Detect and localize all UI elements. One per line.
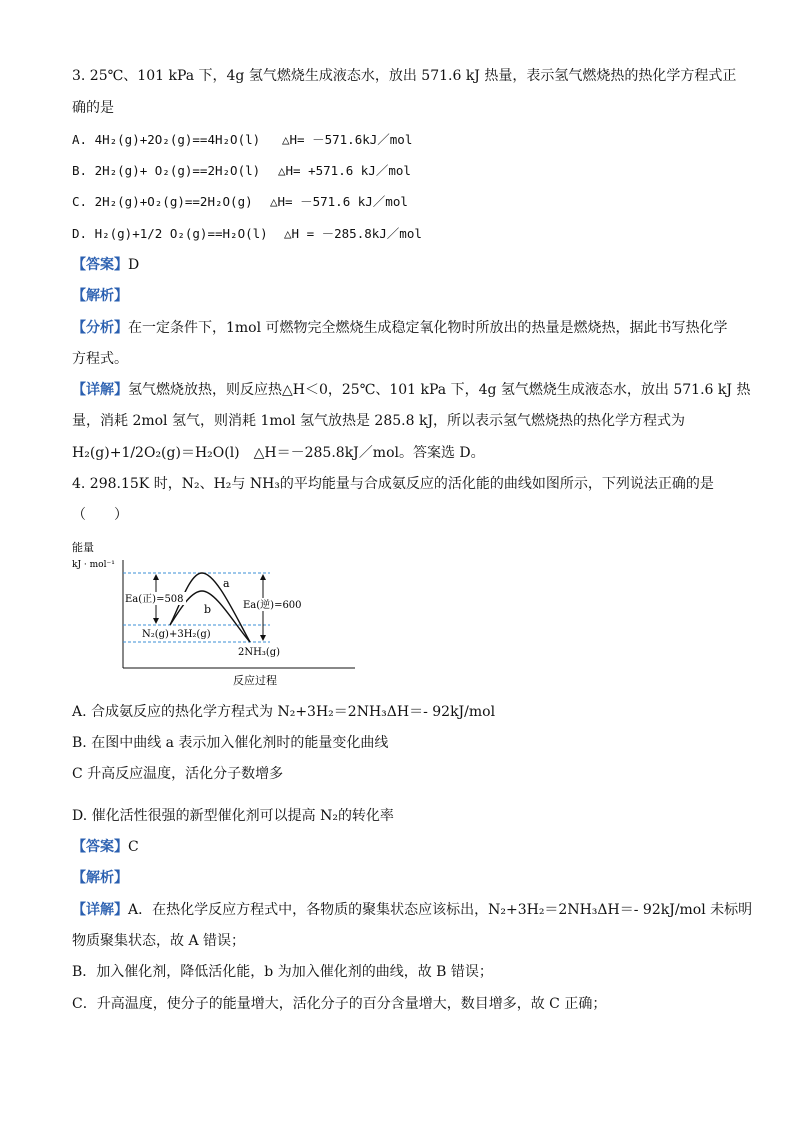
product-label: 2NH₃(g) xyxy=(238,647,281,658)
ea-forward-arrowhead-up xyxy=(153,574,159,580)
q3-fenxi-line-2: 方程式。 xyxy=(72,351,128,367)
q4-answer-tag: 【答案】 xyxy=(72,839,128,855)
q3-option-c-equation: C. 2H₂(g)+O₂(g)==2H₂O(g) xyxy=(72,194,253,209)
q3-analysis-heading xyxy=(72,286,128,306)
q4-xiangjie-line-2: 物质聚集状态，故 A 错误； xyxy=(72,933,246,949)
q3-option-a xyxy=(72,130,472,150)
q4-answer-value: C xyxy=(128,839,139,855)
q3-option-b-equation: B. 2H₂(g)+ O₂(g)==2H₂O(l) xyxy=(72,163,261,178)
q3-answer-tag: 【答案】 xyxy=(72,257,128,273)
ea-reverse-label: Ea(逆)=600 xyxy=(243,600,302,611)
q4-option-b: B. 在图中曲线 a 表示加入催化剂时的能量变化曲线 xyxy=(72,735,389,751)
q4-option-d: D. 催化活性很强的新型催化剂可以提高 N₂的转化率 xyxy=(72,808,394,824)
q4-xiangjie-line-4: C．升高温度，使分子的能量增大，活化分子的百分含量增大，数目增多，故 C 正确； xyxy=(72,996,607,1012)
curve-a-label: a xyxy=(223,577,230,590)
y-axis-label: 能量 xyxy=(72,541,94,554)
q4-analysis-tag: 【解析】 xyxy=(72,870,128,886)
q3-xiangjie-line-2: 量，消耗 2mol 氢气，则消耗 1mol 氢气放热是 285.8 kJ，所以表示氢气燃烧热的热化学方程式为 xyxy=(72,413,686,429)
q4-stem-line-1: 4. 298.15K 时，N₂、H₂与 NH₃的平均能量与合成氨反应的活化能的曲线如图所示，下列说法正确的是 xyxy=(72,476,714,492)
q4-answer xyxy=(72,837,139,857)
ea-forward-arrowhead-down xyxy=(153,618,159,624)
q4-xiangjie-line-3: B．加入催化剂，降低活化能，b 为加入催化剂的曲线，故 B 错误； xyxy=(72,964,493,980)
q3-option-d-equation: D. H₂(g)+1/2 O₂(g)==H₂O(l) xyxy=(72,226,268,241)
q3-xiangjie-line-3: H₂(g)+1/2O₂(g)＝H₂O(l) △H＝－285.8kJ／mol。答案选 D。 xyxy=(72,445,485,461)
q4-stem-line-2: （ ） xyxy=(72,507,128,523)
q3-option-b-dh: △H= +571.6 kJ／mol xyxy=(278,163,411,178)
y-axis-unit: kJ · mol⁻¹ xyxy=(72,560,115,570)
reactants-label: N₂(g)+3H₂(g) xyxy=(142,629,211,640)
q3-xiangjie-tag: 【详解】 xyxy=(72,382,128,398)
q3-option-b xyxy=(72,161,472,181)
curve-b-label: b xyxy=(204,603,212,616)
q3-option-d xyxy=(72,224,472,244)
q3-xiangjie-text-1: 氢气燃烧放热，则反应热△H＜0，25℃、101 kPa 下，4g 氢气燃烧生成液态水，放出 571.6 kJ 热 xyxy=(128,382,751,398)
q3-stem-line-1: 3. 25℃、101 kPa 下，4g 氢气燃烧生成液态水，放出 571.6 kJ 热量，表示氢气燃烧热的热化学方程式正 xyxy=(72,68,737,84)
q3-option-c-dh: △H= －571.6 kJ／mol xyxy=(270,194,408,209)
q3-fenxi-text-1: 在一定条件下，1mol 可燃物完全燃烧生成稳定氧化物时所放出的热量是燃烧热，据此书写热化学 xyxy=(128,320,728,336)
q4-option-a: A. 合成氨反应的热化学方程式为 N₂+3H₂＝2NH₃ΔH＝- 92kJ/mol xyxy=(72,704,496,720)
q3-answer xyxy=(72,255,139,275)
q4-xiangjie-tag: 【详解】 xyxy=(72,902,128,918)
q3-answer-value: D xyxy=(128,257,140,273)
q3-fenxi-tag: 【分析】 xyxy=(72,320,128,336)
q3-analysis-tag: 【解析】 xyxy=(72,288,128,304)
q4-xiangjie-line-1 xyxy=(72,900,752,920)
energy-diagram xyxy=(70,535,400,690)
q3-xiangjie-line-1 xyxy=(72,380,750,400)
x-axis-label: 反应过程 xyxy=(233,674,277,687)
ea-forward-label: Ea(正)=508 xyxy=(125,594,184,605)
q4-analysis-heading xyxy=(72,868,128,888)
ea-reverse-arrowhead-down xyxy=(260,635,266,641)
q4-option-c: C 升高反应温度，活化分子数增多 xyxy=(72,766,284,782)
q3-option-d-dh: △H = －285.8kJ／mol xyxy=(284,226,422,241)
q3-option-c xyxy=(72,192,472,212)
q3-option-a-dh: △H= －571.6kJ／mol xyxy=(282,132,413,147)
q4-xiangjie-text-1: A．在热化学反应方程式中，各物质的聚集状态应该标出，N₂+3H₂＝2NH₃ΔH＝- 92kJ/mol 未标明 xyxy=(128,902,753,918)
q3-option-a-equation: A. 4H₂(g)+2O₂(g)==4H₂O(l) xyxy=(72,132,261,147)
ea-reverse-arrowhead-up xyxy=(260,574,266,580)
q3-fenxi-line-1 xyxy=(72,318,728,338)
q3-stem-line-2: 确的是 xyxy=(72,100,114,116)
